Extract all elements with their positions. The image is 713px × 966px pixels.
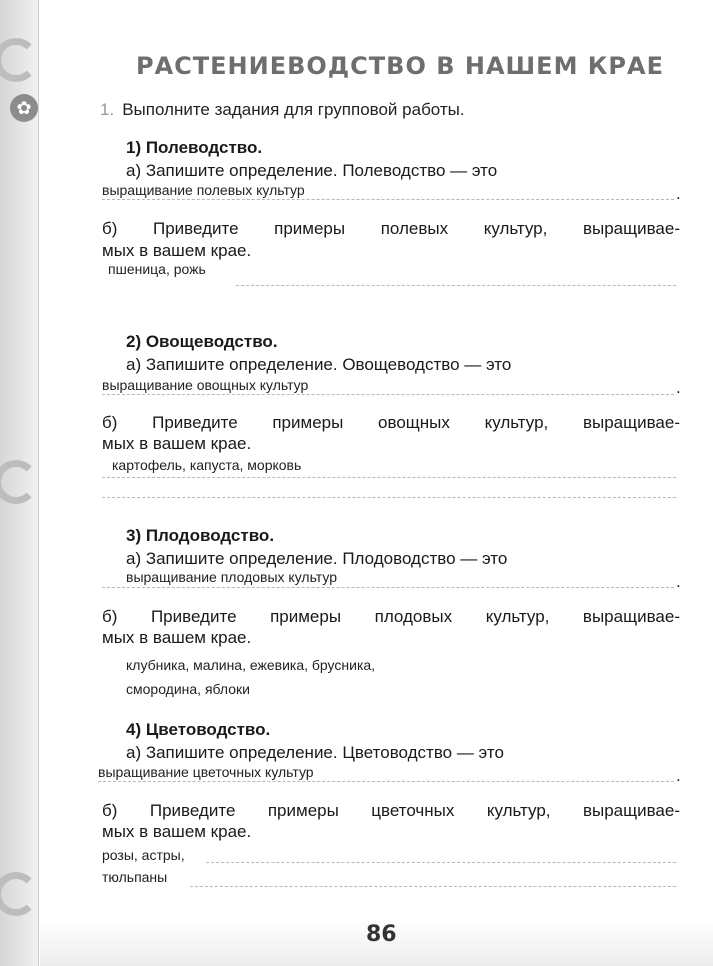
examples-answer-line2[interactable]: тюльпаны (102, 869, 168, 885)
definition-answer[interactable]: выращивание плодовых культур (126, 569, 337, 585)
group-work-star-icon: ✿ (10, 94, 38, 122)
answer-line (102, 394, 674, 395)
answer-line (236, 285, 676, 286)
examples-answer-line1[interactable]: картофель, капуста, морковь (112, 457, 302, 473)
answer-line (102, 587, 674, 588)
examples-prompt-line2: мых в вашем крае. (102, 822, 252, 841)
section-heading: 3) Плодоводство. (126, 526, 275, 545)
examples-prompt-line1: б) Приведите примеры овощных культур, выращивае- (102, 413, 680, 432)
definition-answer[interactable]: выращивание полевых культур (102, 182, 305, 198)
page-number: 86 (366, 922, 397, 947)
definition-prompt: а) Запишите определение. Цветоводство — это (126, 743, 504, 762)
line-end-dot: . (676, 184, 681, 203)
definition-prompt: а) Запишите определение. Плодоводство — это (126, 549, 508, 568)
page-title: РАСТЕНИЕВОДСТВО В НАШЕМ КРАЕ (136, 52, 664, 80)
leaf-ornament-icon (0, 872, 38, 916)
definition-prompt: а) Запишите определение. Овощеводство — это (126, 355, 512, 374)
section-heading: 4) Цветоводство. (126, 720, 271, 739)
section-heading: 1) Полеводство. (126, 138, 263, 157)
task-intro (100, 100, 465, 120)
answer-line (206, 862, 676, 863)
examples-prompt-line1: б) Приведите примеры плодовых культур, выращивае- (102, 607, 680, 626)
section-heading: 2) Овощеводство. (126, 332, 278, 351)
examples-answer-line1[interactable]: пшеница, рожь (108, 261, 206, 277)
definition-answer[interactable]: выращивание цветочных культур (98, 764, 314, 780)
leaf-ornament-icon (0, 38, 38, 82)
answer-line (98, 781, 674, 782)
task-text: Выполните задания для групповой работы. (122, 100, 465, 119)
answer-line (190, 886, 676, 887)
examples-prompt-line1: б) Приведите примеры полевых культур, выращивае- (102, 219, 680, 238)
page-margin (0, 0, 39, 966)
examples-answer-line1[interactable]: розы, астры, (102, 847, 185, 863)
definition-prompt: а) Запишите определение. Полеводство — это (126, 161, 498, 180)
answer-line (102, 199, 674, 200)
examples-prompt-line2: мых в вашем крае. (102, 241, 252, 260)
examples-prompt-line1: б) Приведите примеры цветочных культур, выращивае- (102, 801, 680, 820)
examples-prompt-line2: мых в вашем крае. (102, 628, 252, 647)
examples-prompt-line2: мых в вашем крае. (102, 434, 252, 453)
definition-answer[interactable]: выращивание овощных культур (102, 377, 309, 393)
examples-answer-line2[interactable]: смородина, яблоки (126, 681, 250, 697)
answer-line (102, 477, 676, 478)
examples-answer-line1[interactable]: клубника, малина, ежевика, брусника, (126, 657, 376, 673)
answer-line (102, 497, 676, 498)
line-end-dot: . (676, 572, 681, 591)
line-end-dot: . (676, 378, 681, 397)
task-number: 1. (100, 100, 115, 119)
line-end-dot: . (676, 766, 681, 785)
leaf-ornament-icon (0, 460, 38, 504)
